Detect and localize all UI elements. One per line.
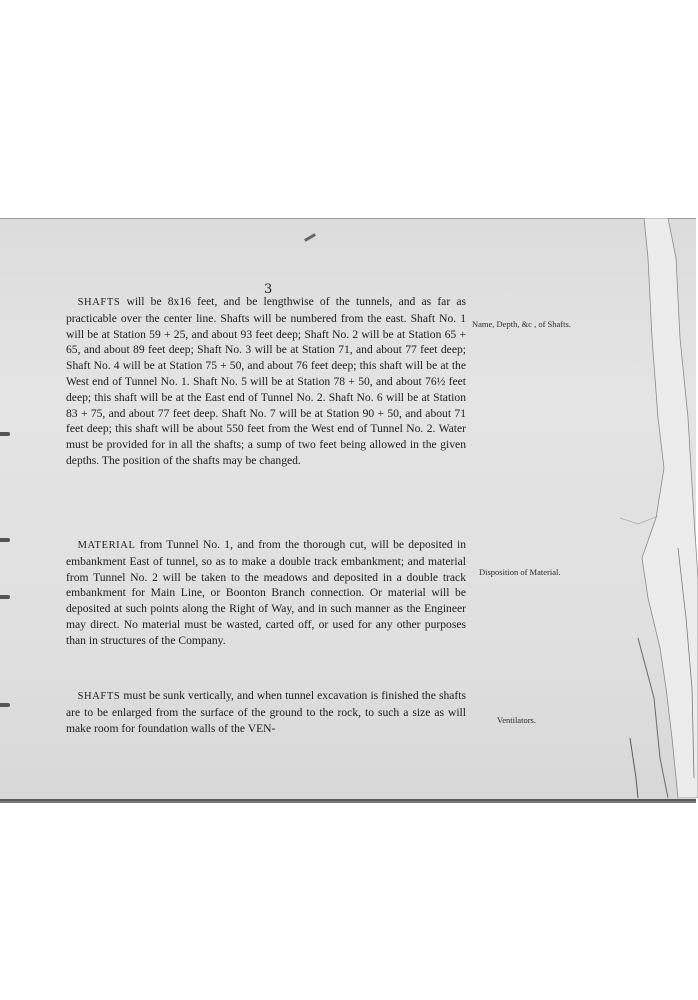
paragraph-text: will be 8x16 feet, and be lengthwise of the tunnels, and as far as practicable over the center line. Shafts will be numbered from the east. Shaft No. 1 will be at Station 59 + 25, and about 93 feet deep; Shaft No. 2 will be at Station 65 + 65, and about 89 feet deep; Shaft No. 3 will be at Station 71, and about 77 feet deep; Shaft No. 4 will be at Station 75 + 50, and about 76 feet deep; this shaft will be at the West end of Tunnel No. 1. Shaft No. 5 will be at Station 78 + 50, and about 76½ feet deep; this shaft will be at the East end of Tunnel No. 2. Shaft No. 6 will be at Station 83 + 75, and about 77 feet deep. Shaft No. 7 will be at Station 90 + 50, and about 71 feet deep; this shaft will be about 550 feet from the West end of Tunnel No. 2. Water must be provided for in all the shafts; a sump of two feet being allowed in the given depths. The position of the shafts may be changed. [66, 295, 466, 467]
page-number: 3 [264, 282, 273, 297]
margin-note-shafts: Name, Depth, &c , of Shafts. [472, 319, 571, 329]
paragraph-shafts-dimensions [66, 294, 466, 469]
paragraph-lead: MATERIAL [77, 540, 136, 551]
binding-hole [0, 595, 10, 599]
torn-edge-decoration [608, 218, 698, 798]
binding-hole [0, 538, 10, 542]
paragraph-text: must be sunk vertically, and when tunnel excavation is finished the shafts are to be enlarged from the surface of the ground to the rock, to such a size as will make room for foundation walls of the VEN- [66, 689, 466, 735]
margin-note-ventilators: Ventilators. [497, 715, 536, 725]
paragraph-text: from Tunnel No. 1, and from the thorough cut, will be deposited in embankment East of tunnel, so as to make a double track embankment; and material from Tunnel No. 2 will be taken to the meadows and deposited in a double track embankment for Main Line, or Boonton Branch connection. Or material will be deposited at such points along the Right of Way, and in such manner as the Engineer may direct. No material must be wasted, carted off, or used for any other purposes than in structures of the Company. [66, 538, 466, 647]
binding-hole [0, 432, 10, 436]
paragraph-shafts-sinking [66, 688, 466, 736]
paragraph-lead: SHAFTS [77, 691, 121, 702]
margin-note-material: Disposition of Material. [479, 567, 561, 577]
paragraph-material [66, 537, 466, 649]
binding-hole [0, 703, 10, 707]
paragraph-lead: SHAFTS [77, 297, 121, 308]
